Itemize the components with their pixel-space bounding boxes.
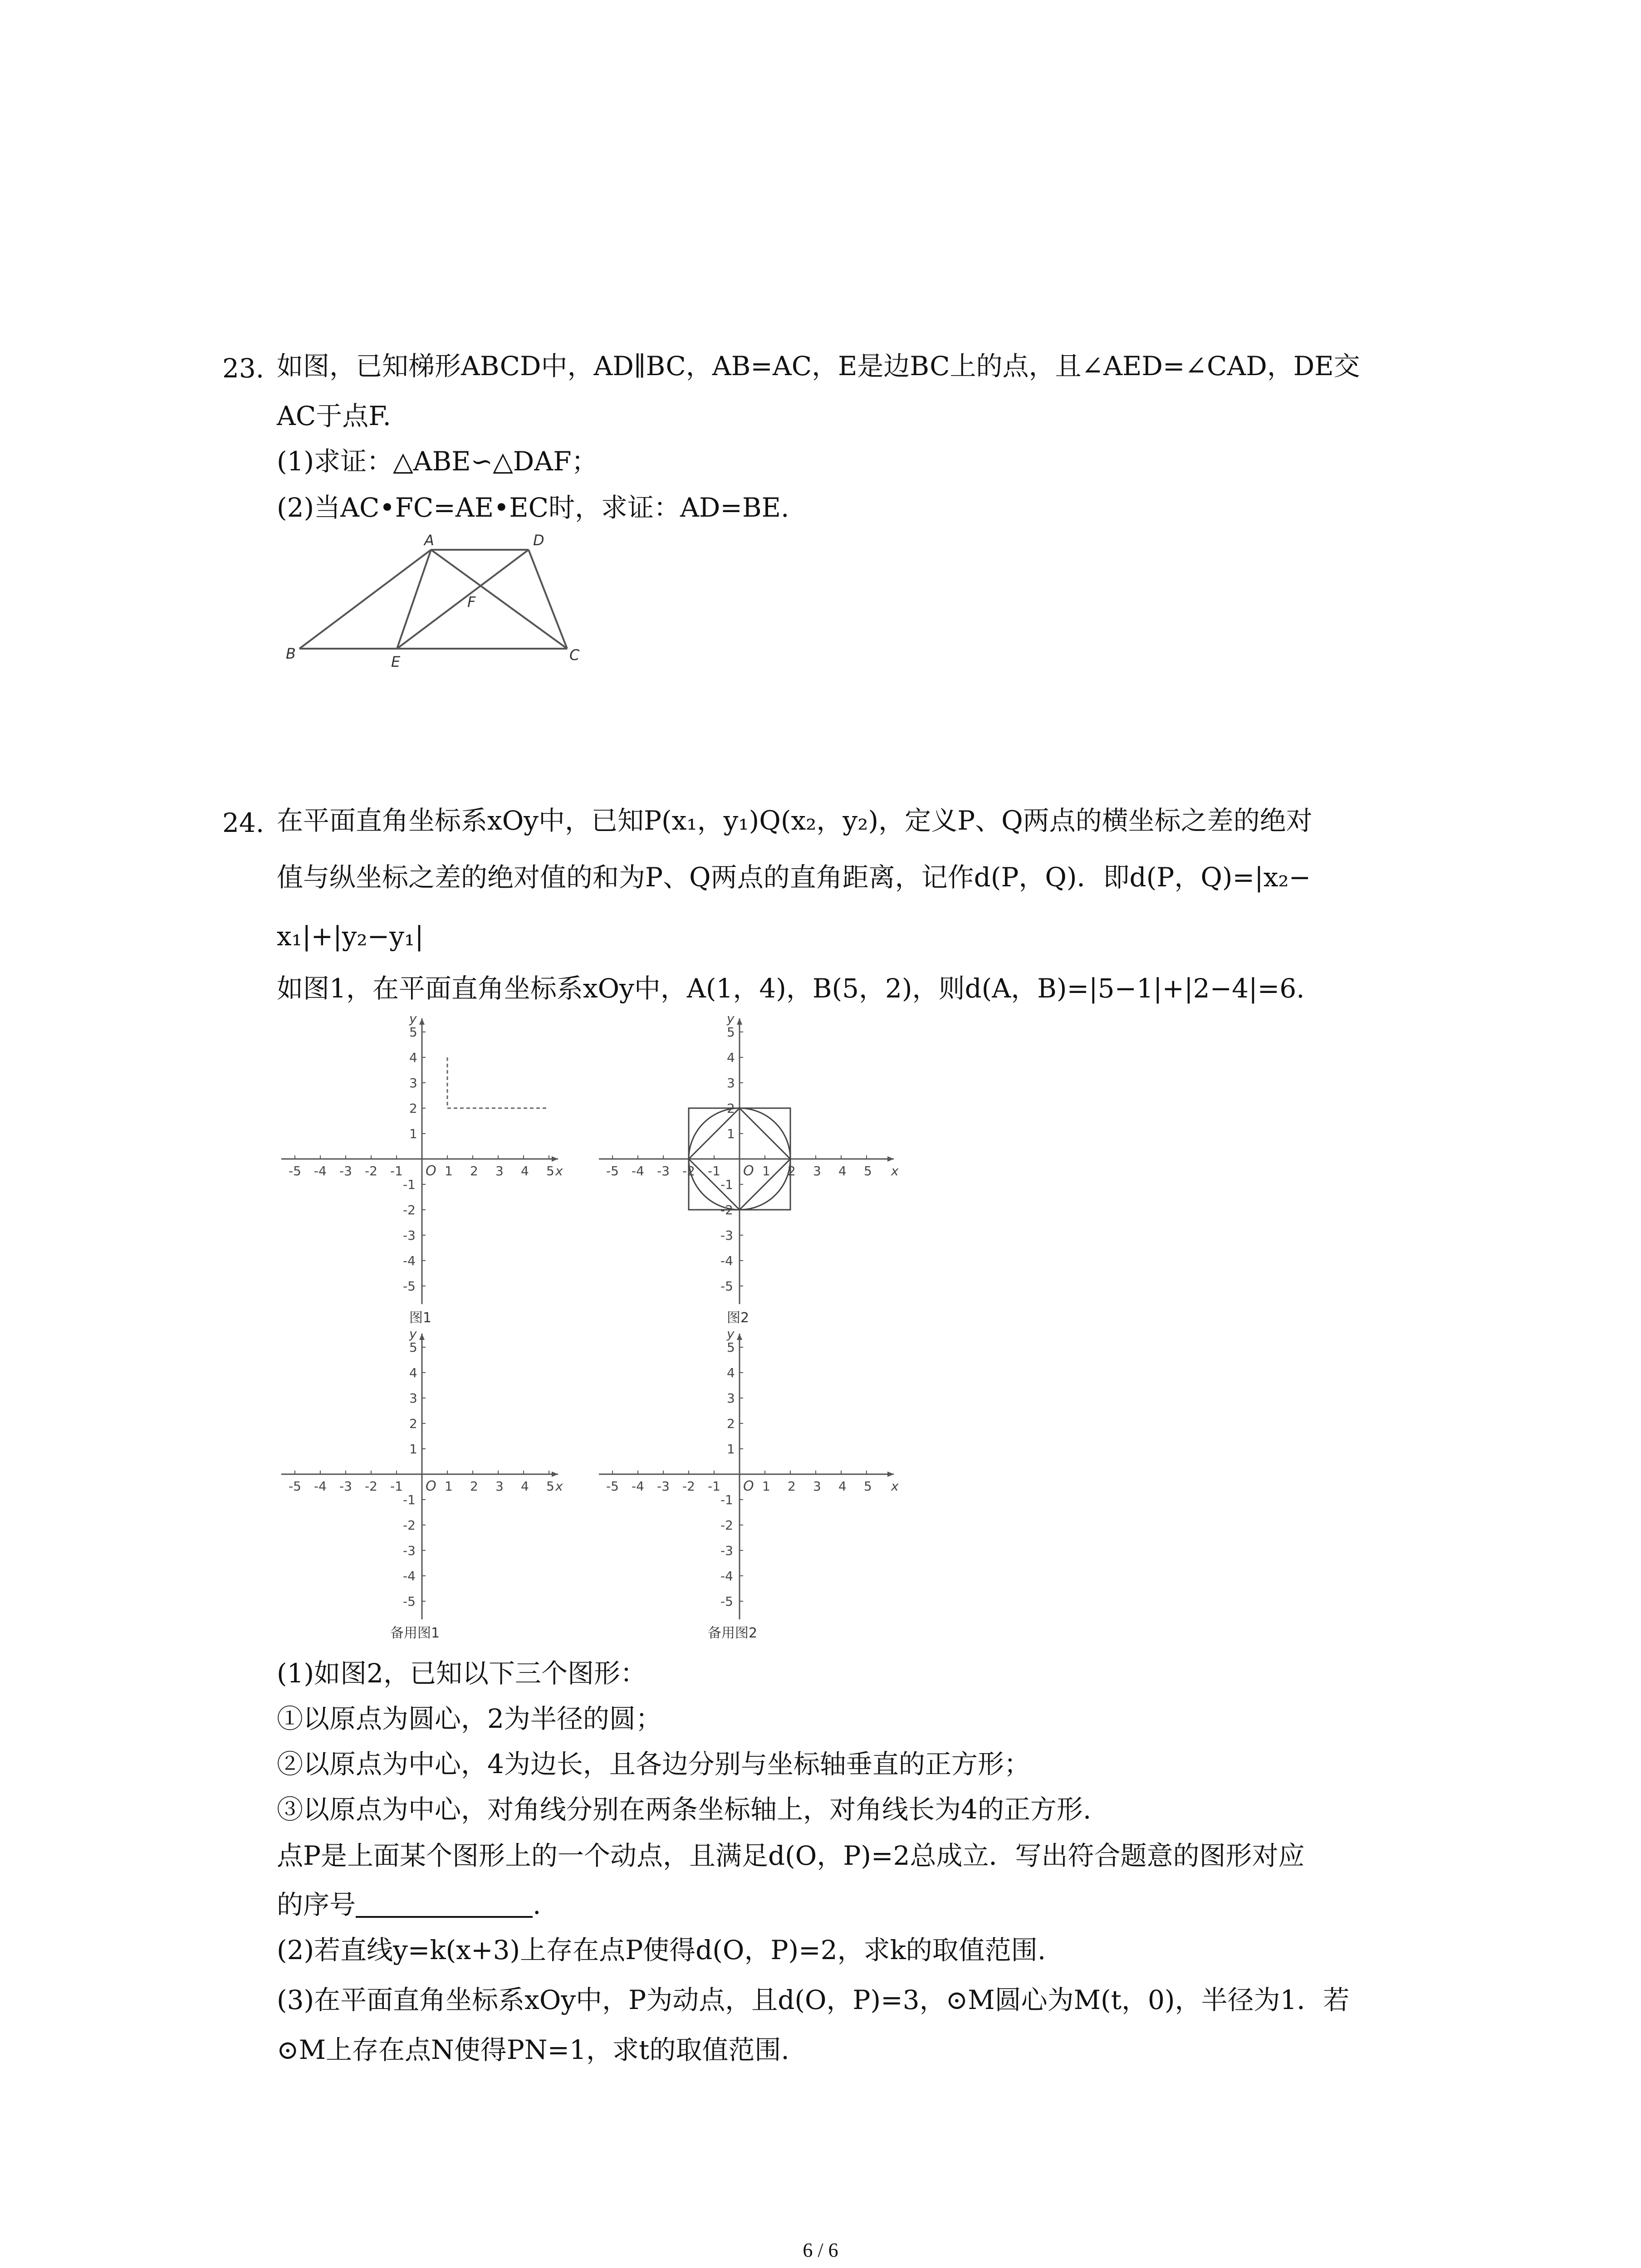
x-tick-label: -1: [708, 1479, 720, 1494]
x-tick-label: -2: [365, 1163, 377, 1178]
q24-sub2: (2)若直线y=k(x+3)上存在点P使得d(O，P)=2，求k的取值范围.: [277, 1935, 1046, 1965]
x-axis-arrow: [552, 1471, 558, 1477]
figure-caption: 图1: [409, 1310, 432, 1326]
y-axis-label: y: [727, 1011, 735, 1026]
y-tick-label: -2: [403, 1202, 416, 1217]
figure-caption: 备用图2: [708, 1625, 758, 1641]
q24-sub1-intro: (1)如图2，已知以下三个图形：: [277, 1658, 647, 1689]
origin-label: O: [743, 1478, 754, 1494]
q24-line1: 在平面直角坐标系xOy中，已知P(x₁，y₁)Q(x₂，y₂)，定义P、Q两点的横坐标之差的绝对: [277, 805, 1313, 836]
x-tick-label: 1: [445, 1163, 453, 1178]
x-tick-label: -5: [289, 1479, 301, 1494]
x-tick-label: -1: [390, 1479, 403, 1494]
x-axis-label: x: [555, 1479, 563, 1494]
y-tick-label: 2: [727, 1416, 735, 1431]
y-tick-label: -1: [720, 1492, 733, 1507]
y-tick-label: -1: [403, 1492, 416, 1507]
y-tick-label: 4: [727, 1365, 735, 1380]
q24-item3: ③以原点为中心，对角线分别在两条坐标轴上，对角线长为4的正方形.: [277, 1794, 1092, 1825]
y-tick-label: 4: [409, 1365, 417, 1380]
x-axis-arrow: [887, 1156, 894, 1162]
y-tick-label: -5: [403, 1279, 416, 1294]
x-tick-label: 4: [838, 1479, 847, 1494]
y-tick-label: 2: [409, 1416, 417, 1431]
y-tick-label: -5: [720, 1594, 733, 1609]
y-tick-label: 1: [409, 1442, 417, 1457]
q24-sub3-line2: ⊙M上存在点N使得PN=1，求t的取值范围.: [277, 2034, 789, 2065]
y-tick-label: -4: [403, 1253, 416, 1268]
x-tick-label: 2: [470, 1479, 478, 1494]
y-tick-label: 4: [409, 1050, 417, 1065]
x-tick-label: -3: [339, 1163, 352, 1178]
segment-ab: [299, 550, 431, 649]
y-tick-label: 2: [727, 1101, 735, 1116]
q24-sub3-line1: (3)在平面直角坐标系xOy中，P为动点，且d(O，P)=3，⊙M圆心为M(t，0)，半径为1．若: [277, 1984, 1350, 2015]
y-axis-label: y: [409, 1011, 417, 1026]
x-tick-label: 2: [788, 1163, 796, 1178]
x-tick-label: 3: [495, 1479, 504, 1494]
coordinate-figure-backup-1: [272, 1325, 572, 1651]
x-axis-label: x: [555, 1163, 563, 1178]
x-tick-label: 1: [762, 1479, 770, 1494]
x-tick-label: 2: [470, 1163, 478, 1178]
q23-number: 23.: [222, 353, 265, 384]
y-tick-label: 2: [409, 1101, 417, 1116]
label-e: E: [391, 653, 401, 670]
y-tick-label: -1: [720, 1177, 733, 1192]
y-axis-label: y: [409, 1326, 417, 1341]
segment-ae: [397, 550, 431, 649]
x-tick-label: -2: [365, 1479, 377, 1494]
x-tick-label: 4: [838, 1163, 847, 1178]
q24-number: 24.: [222, 807, 265, 838]
q24-sub1-question-line2: [277, 1889, 541, 1920]
y-tick-label: -3: [403, 1228, 416, 1243]
figure-caption: 备用图1: [390, 1625, 440, 1641]
x-tick-label: 1: [445, 1479, 453, 1494]
x-tick-label: 5: [546, 1479, 554, 1494]
origin-label: O: [426, 1163, 436, 1179]
y-tick-label: -2: [720, 1518, 733, 1533]
x-tick-label: -5: [606, 1479, 619, 1494]
y-tick-label: -2: [720, 1202, 733, 1217]
x-tick-label: 3: [495, 1163, 504, 1178]
y-axis-label: y: [727, 1326, 735, 1341]
y-tick-label: -5: [403, 1594, 416, 1609]
label-c: C: [569, 646, 580, 664]
coordinate-figure-1: [272, 1009, 572, 1336]
x-tick-label: 5: [546, 1163, 554, 1178]
x-tick-label: -1: [708, 1163, 720, 1178]
page-number: 6 / 6: [803, 2239, 838, 2261]
x-tick-label: -4: [632, 1163, 644, 1178]
q23-line2: AC于点F.: [277, 401, 391, 431]
y-tick-label: -4: [720, 1253, 733, 1268]
x-tick-label: 5: [864, 1163, 872, 1178]
x-axis-arrow: [552, 1156, 558, 1162]
x-tick-label: 2: [788, 1479, 796, 1494]
label-f: F: [467, 593, 476, 611]
x-tick-label: -2: [682, 1163, 695, 1178]
y-axis-arrow: [419, 1334, 425, 1340]
x-tick-label: -3: [339, 1479, 352, 1494]
q24-line4: 如图1，在平面直角坐标系xOy中，A(1，4)，B(5，2)，则d(A，B)=|5−1|+|2−4|=6.: [277, 973, 1305, 1004]
y-tick-label: -1: [403, 1177, 416, 1192]
segment-ed: [397, 550, 529, 649]
x-tick-label: -3: [657, 1163, 670, 1178]
segment-ac: [431, 550, 567, 649]
x-tick-label: -4: [314, 1479, 327, 1494]
y-tick-label: 5: [727, 1025, 735, 1040]
y-tick-label: -4: [403, 1569, 416, 1584]
label-d: D: [533, 532, 544, 549]
q24-sub1-question-prefix: 的序号: [277, 1889, 356, 1920]
q24-line3: x₁|+|y₂−y₁|: [277, 921, 424, 952]
y-tick-label: 1: [727, 1126, 735, 1141]
q24-line2: 值与纵坐标之差的绝对值的和为P、Q两点的直角距离，记作d(P，Q)．即d(P，Q)=|x₂−: [277, 862, 1311, 893]
y-tick-label: 1: [727, 1442, 735, 1457]
y-axis-arrow: [737, 1334, 742, 1340]
q23-part2: (2)当AC•FC=AE•EC时，求证：AD=BE.: [277, 492, 789, 523]
x-tick-label: 1: [762, 1163, 770, 1178]
x-tick-label: 4: [521, 1479, 529, 1494]
y-tick-label: -4: [720, 1569, 733, 1584]
q24-item1: ①以原点为圆心，2为半径的圆；: [277, 1703, 662, 1734]
y-tick-label: 3: [409, 1075, 417, 1090]
x-tick-label: -5: [606, 1163, 619, 1178]
x-tick-label: -4: [314, 1163, 327, 1178]
answer-blank[interactable]: [356, 1893, 533, 1918]
y-tick-label: 3: [727, 1075, 735, 1090]
x-axis-arrow: [887, 1471, 894, 1477]
q24-sub1-question-line1: 点P是上面某个图形上的一个动点，且满足d(O，P)=2总成立．写出符合题意的图形对应: [277, 1840, 1305, 1871]
x-tick-label: -1: [390, 1163, 403, 1178]
y-tick-label: -5: [720, 1279, 733, 1294]
x-tick-label: 3: [813, 1479, 821, 1494]
origin-label: O: [426, 1478, 436, 1494]
x-tick-label: -5: [289, 1163, 301, 1178]
y-tick-label: 5: [409, 1340, 417, 1355]
x-tick-label: 3: [813, 1163, 821, 1178]
y-tick-label: -3: [403, 1543, 416, 1558]
y-axis-arrow: [419, 1018, 425, 1025]
x-tick-label: -4: [632, 1479, 644, 1494]
q23-part1: (1)求证：△ABE∽△DAF；: [277, 446, 598, 477]
x-axis-label: x: [891, 1479, 899, 1494]
figure-caption: 图2: [727, 1310, 749, 1326]
y-tick-label: -2: [403, 1518, 416, 1533]
q23-line1: 如图，已知梯形ABCD中，AD∥BC，AB=AC，E是边BC上的点，且∠AED=∠CAD，DE交: [277, 351, 1360, 381]
q24-item2: ②以原点为中心，4为边长，且各边分别与坐标轴垂直的正方形；: [277, 1749, 1030, 1779]
x-tick-label: 4: [521, 1163, 529, 1178]
origin-label: O: [743, 1163, 754, 1179]
y-tick-label: 3: [409, 1391, 417, 1406]
y-tick-label: 3: [727, 1391, 735, 1406]
label-b: B: [286, 645, 296, 662]
x-tick-label: -3: [657, 1479, 670, 1494]
y-tick-label: -3: [720, 1543, 733, 1558]
q23-trapezoid-figure: [272, 531, 590, 676]
q24-sub1-question-suffix: .: [533, 1889, 541, 1920]
coordinate-figure-backup-2: [590, 1325, 907, 1651]
label-a: A: [424, 532, 434, 549]
x-tick-label: 5: [864, 1479, 872, 1494]
dashed-path-a-to-b: [447, 1057, 549, 1108]
x-axis-label: x: [891, 1163, 899, 1178]
y-tick-label: -3: [720, 1228, 733, 1243]
y-tick-label: 5: [727, 1340, 735, 1355]
y-axis-arrow: [737, 1018, 742, 1025]
y-tick-label: 1: [409, 1126, 417, 1141]
coordinate-figure-2: [590, 1009, 907, 1336]
y-tick-label: 4: [727, 1050, 735, 1065]
x-tick-label: -2: [682, 1479, 695, 1494]
y-tick-label: 5: [409, 1025, 417, 1040]
